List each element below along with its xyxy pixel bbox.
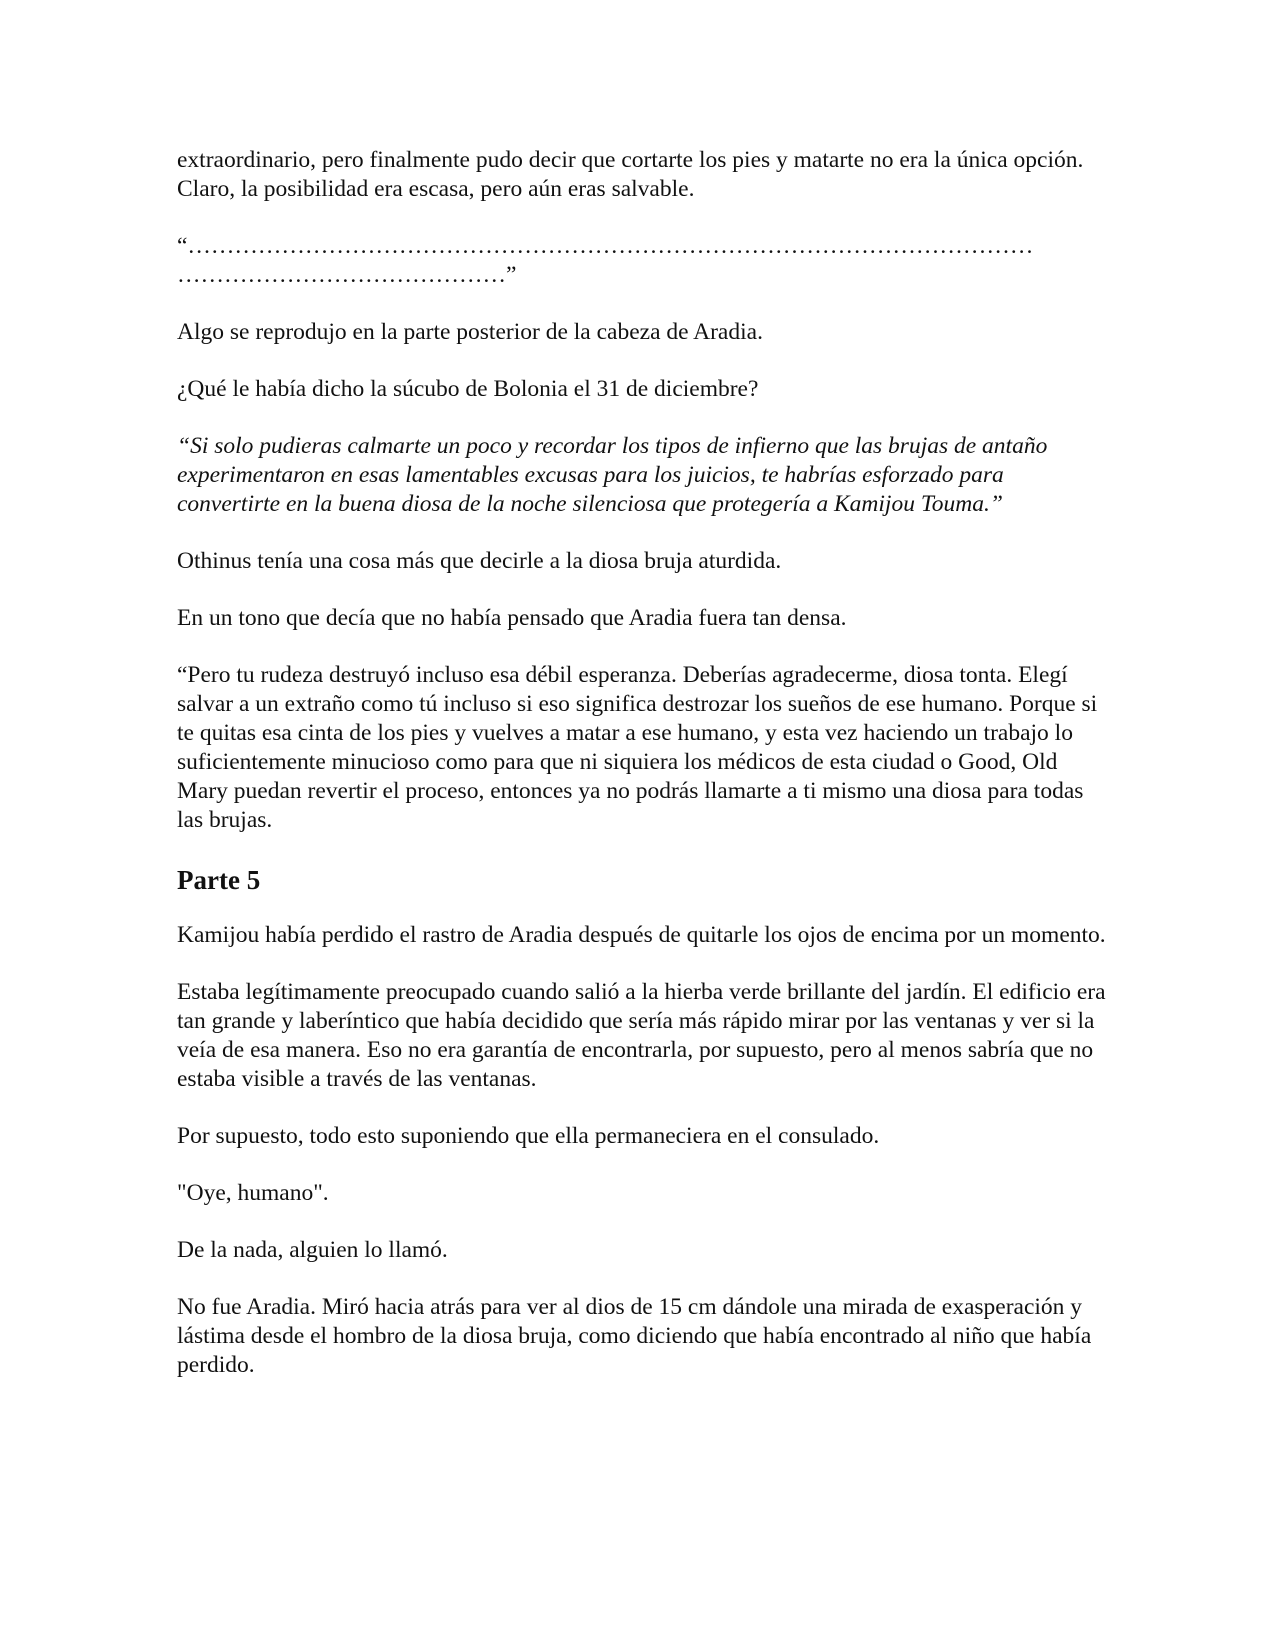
paragraph: Estaba legítimamente preocupado cuando salió a la hierba verde brillante del jardín. El edificio era tan grande y laberíntico que había decidido que sería más rápido mirar por las ventanas y ver si la veía de esa manera. Eso no era garantía de encontrarla, por supuesto, pero al menos sabría que no estaba visible a través de las ventanas. [177,979,1106,1092]
document-page [177,146,1109,1408]
paragraph: "Oye, humano". [177,1180,329,1206]
paragraph: Por supuesto, todo esto suponiendo que ella permaneciera en el consulado. [177,1123,880,1149]
paragraph: Othinus tenía una cosa más que decirle a la diosa bruja aturdida. [177,548,782,574]
ellipsis-line: “……………………………………………………………………………………………… [177,233,1034,259]
section-heading: Parte 5 [177,865,261,895]
paragraph: ¿Qué le había dicho la súcubo de Bolonia el 31 de diciembre? [177,376,759,402]
ellipsis-dialogue [177,232,1109,290]
paragraph: extraordinario, pero finalmente pudo decir que cortarte los pies y matarte no era la única opción. Claro, la posibilidad era escasa, pero aún eras salvable. [177,147,1084,202]
paragraph: En un tono que decía que no había pensado que Aradia fuera tan densa. [177,605,847,631]
paragraph: Kamijou había perdido el rastro de Aradia después de quitarle los ojos de encima por un momento. [177,922,1106,948]
paragraph: No fue Aradia. Miró hacia atrás para ver al dios de 15 cm dándole una mirada de exasperación y lástima desde el hombro de la diosa bruja, como diciendo que había encontrado al niño que había perdido. [177,1294,1092,1378]
ellipsis-line: ……………………………………” [177,262,517,288]
paragraph: Algo se reprodujo en la parte posterior de la cabeza de Aradia. [177,319,763,345]
paragraph: “Pero tu rudeza destruyó incluso esa débil esperanza. Deberías agradecerme, diosa tonta. Elegí salvar a un extraño como tú incluso si eso significa destrozar los sueños de ese humano. Porque si te quitas esa cinta de los pies y vuelves a matar a ese humano, y esta vez haciendo un trabajo lo suficientemente minucioso como para que ni siquiera los médicos de esta ciudad o Good, Old Mary puedan revertir el proceso, entonces ya no podrás llamarte a ti mismo una diosa para todas las brujas. [177,662,1098,833]
quoted-italic-paragraph: “Si solo pudieras calmarte un poco y recordar los tipos de infierno que las brujas de antaño experimentaron en esas lamentables excusas para los juicios, te habrías esforzado para convertirte en la buena diosa de la noche silenciosa que protegería a Kamijou Touma.” [177,433,1048,517]
paragraph: De la nada, alguien lo llamó. [177,1237,448,1263]
